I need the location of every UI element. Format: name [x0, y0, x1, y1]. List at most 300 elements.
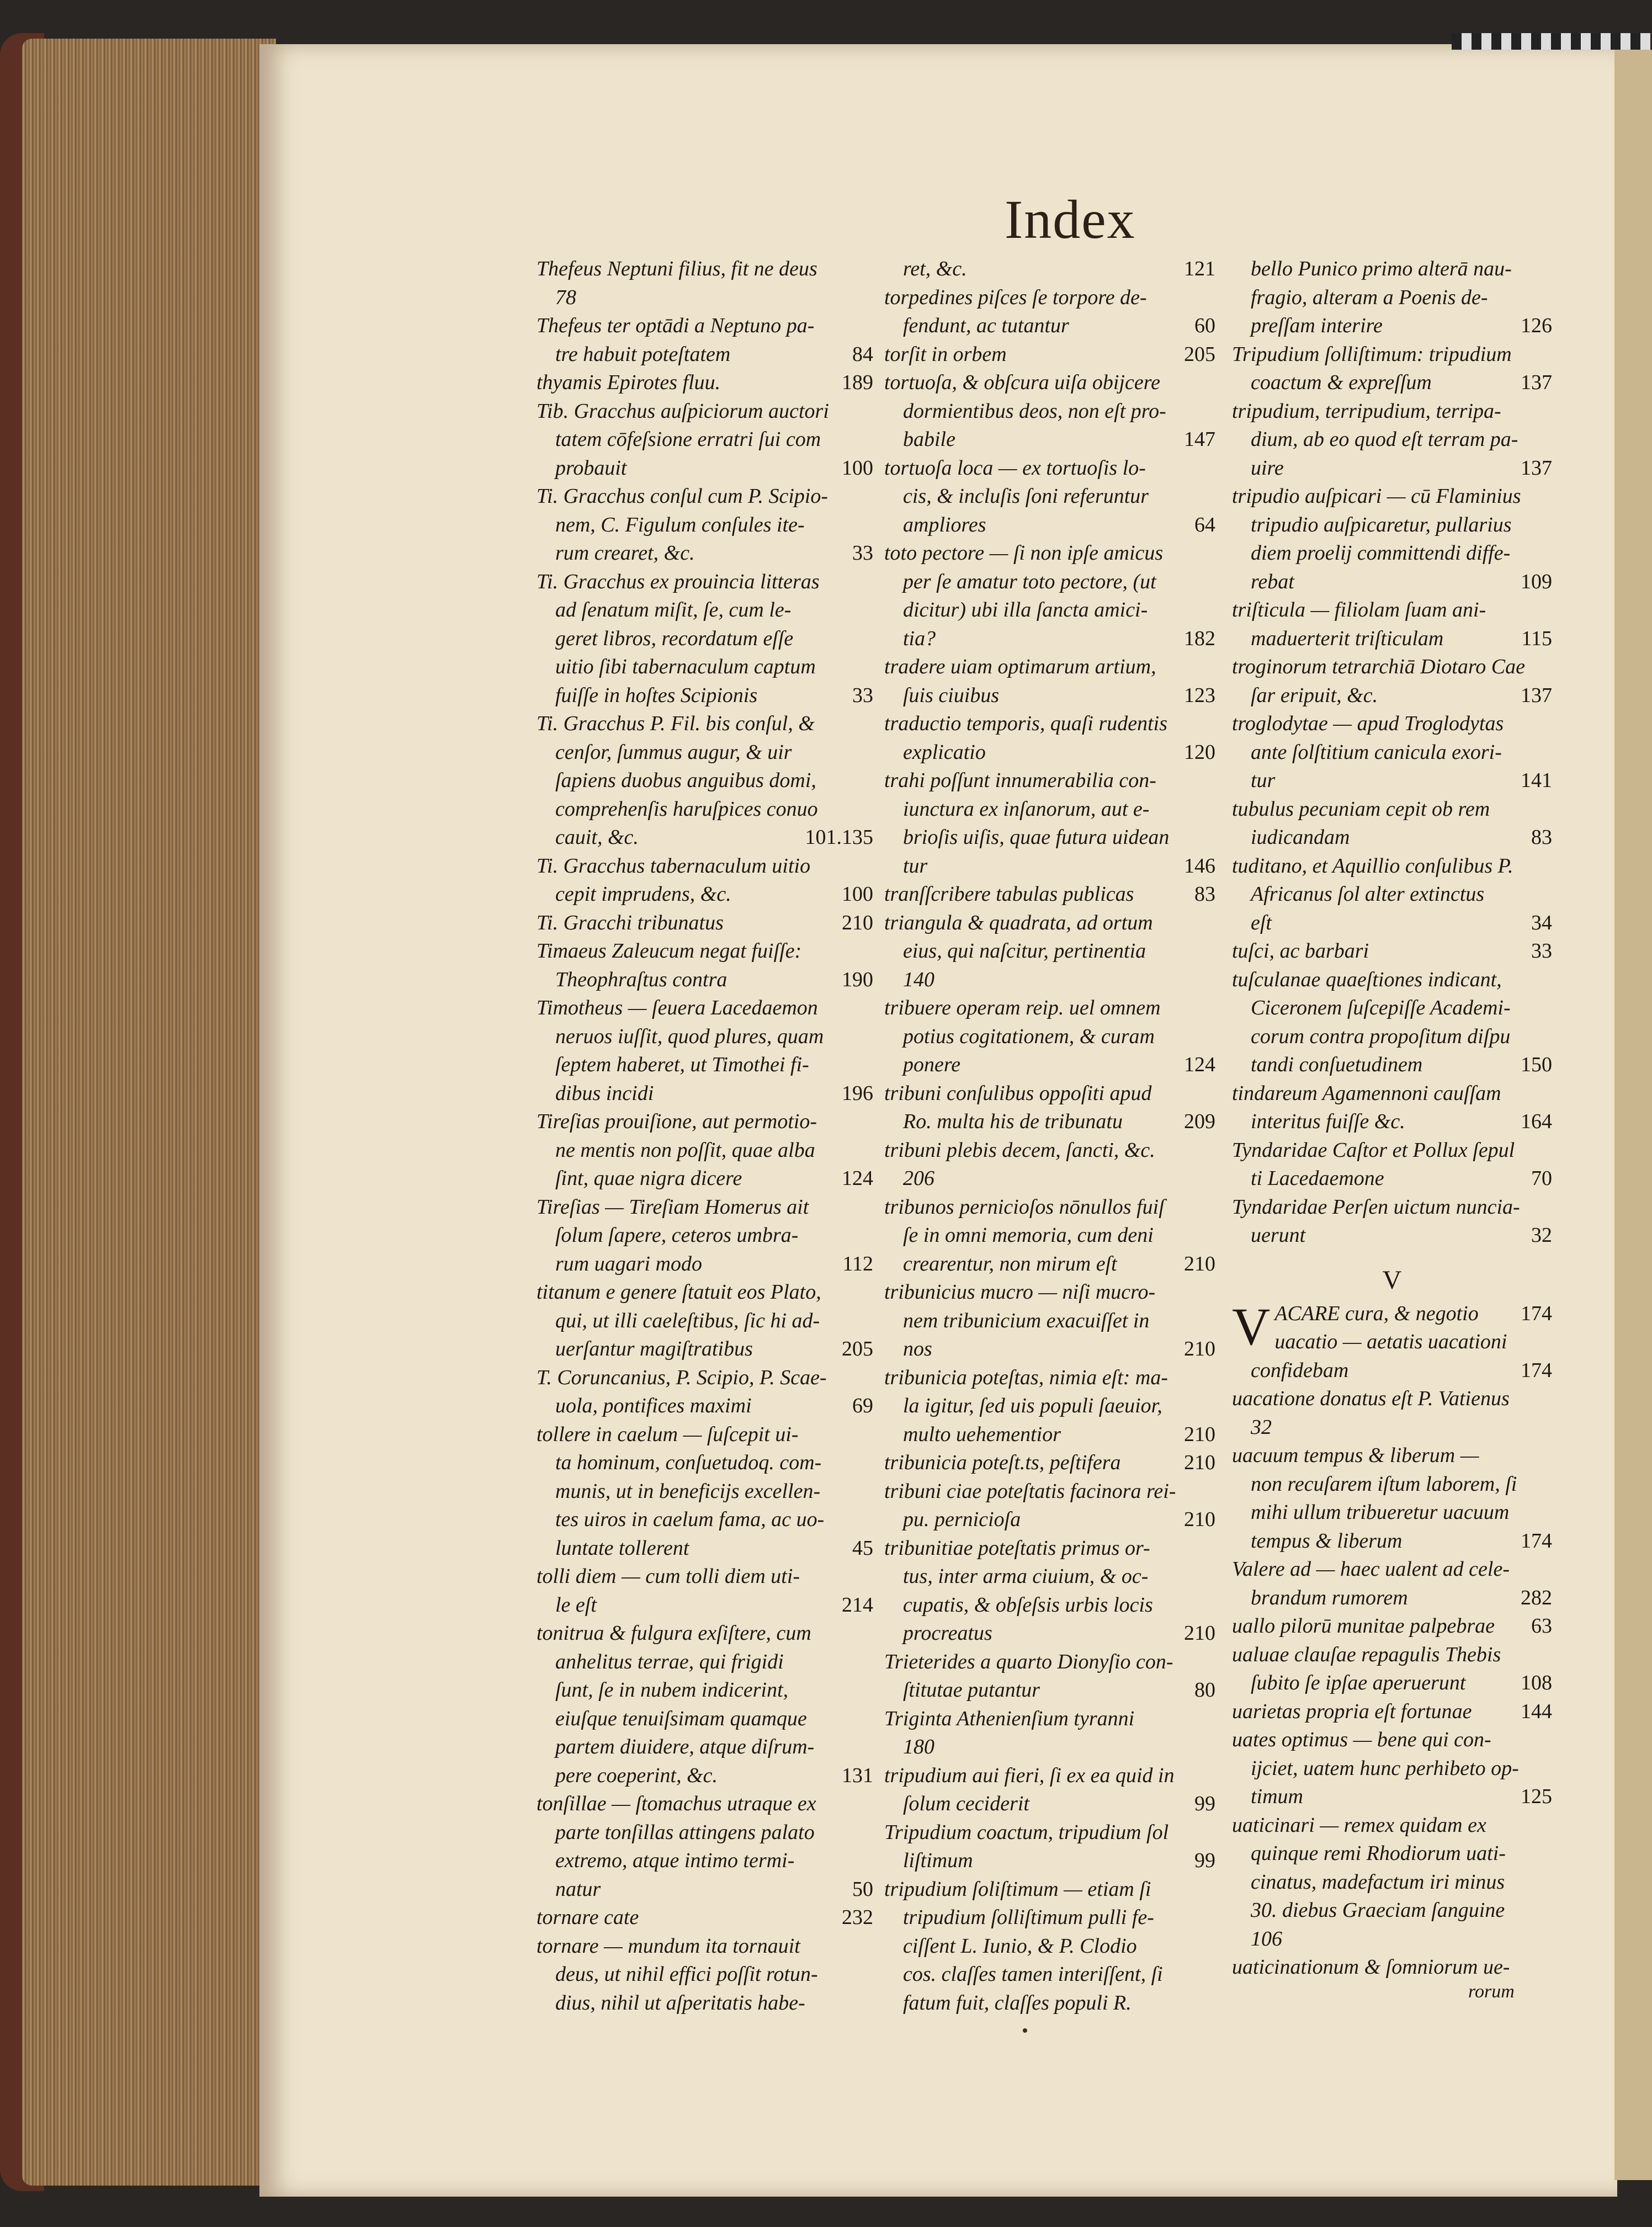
page-reference: 232 — [842, 1906, 873, 1929]
index-entry-line — [1232, 1165, 1552, 1193]
entry-text: uerunt — [1251, 1224, 1306, 1247]
entry-text: ſuis ciuibus — [903, 683, 1000, 707]
index-entry-line — [884, 369, 1215, 397]
entry-text: tuſci, ac barbari — [1232, 939, 1369, 963]
index-entry-line — [884, 682, 1215, 710]
entry-text: tripudium, terripudium, terripa- — [1232, 399, 1501, 423]
index-entry-line — [1232, 1023, 1552, 1051]
index-entry-line — [536, 1080, 873, 1108]
index-entry-line — [536, 767, 873, 795]
page-reference: 100 — [842, 883, 873, 906]
entry-text: dibus incidi — [555, 1081, 654, 1105]
page-reference: 124 — [1184, 1053, 1215, 1076]
entry-text: potius cogitationem, & curam — [903, 1024, 1155, 1048]
page-reference: 137 — [1521, 456, 1552, 480]
entry-text: Triginta Athenienſium tyranni — [884, 1707, 1135, 1730]
index-entry-line — [884, 1819, 1215, 1847]
entry-text: Valere ad — haec ualent ad cele- — [1232, 1558, 1510, 1581]
entry-text: troginorum tetrarchiā Diotaro Cae — [1232, 655, 1525, 678]
index-entry-line — [884, 625, 1215, 653]
entry-text: Tyndaridae Perſen uictum nuncia- — [1232, 1195, 1520, 1219]
index-entry-line — [536, 511, 873, 540]
entry-text: Tripudium coactum, tripudium ſol — [884, 1820, 1169, 1844]
entry-text: tonſillae — ſtomachus utraque ex — [536, 1792, 816, 1815]
entry-text: tranſſcribere tabulas publicas — [884, 883, 1134, 906]
index-entry-line — [884, 767, 1215, 795]
entry-text: tatem cōfeſsione erratri ſui com — [555, 428, 821, 451]
page-reference: 144 — [1521, 1699, 1552, 1723]
entry-text: cinatus, madefactum iri minus — [1251, 1870, 1505, 1894]
index-entry-line — [536, 682, 873, 710]
entry-text: Ciceronem ſuſcepiſſe Academi- — [1251, 996, 1511, 1019]
page-reference: 34 — [1531, 911, 1552, 934]
index-entry-line — [884, 1762, 1215, 1790]
index-entry-line — [884, 1421, 1215, 1449]
entry-text: tribuni ciae poteſtatis facinora rei- — [884, 1479, 1176, 1503]
entry-text: tornare cate — [536, 1906, 639, 1929]
page-reference: 189 — [842, 371, 873, 394]
entry-text: deus, ut nihil effici poſſit rotun- — [555, 1963, 818, 1986]
page-stack-edge — [22, 39, 276, 2186]
page-reference: 69 — [852, 1394, 873, 1417]
index-entry-line — [536, 539, 873, 568]
entry-text: ACARE cura, & negotio — [1274, 1301, 1479, 1325]
entry-text: Theophraſtus contra — [555, 968, 727, 991]
index-entry-line — [884, 937, 1215, 966]
entry-text: 180 — [903, 1735, 934, 1758]
entry-text: Tib. Gracchus auſpiciorum auctori — [536, 399, 829, 423]
index-entry-line — [884, 1847, 1215, 1875]
entry-text: corum contra propoſitum diſpu — [1251, 1024, 1511, 1048]
entry-text: Ti. Gracchus ex prouincia litteras — [536, 570, 820, 593]
entry-text: tubulus pecuniam cepit ob rem — [1232, 797, 1490, 821]
index-entry-line — [884, 1080, 1215, 1108]
index-entry-line — [884, 795, 1215, 824]
index-entry-line — [1232, 1669, 1552, 1698]
entry-text: tortuoſa, & obſcura uiſa obijcere — [884, 371, 1160, 394]
index-entry-line — [884, 1648, 1215, 1677]
index-entry-line — [536, 1676, 873, 1705]
index-entry-line — [536, 1165, 873, 1193]
index-entry-line — [536, 1136, 873, 1165]
entry-text: tre habuit poteſtatem — [555, 342, 731, 366]
page-reference: 210 — [1184, 1622, 1215, 1645]
catchword: rorum — [1468, 1981, 1515, 2002]
index-entry-line — [1232, 994, 1552, 1023]
index-entry-line — [884, 1932, 1215, 1961]
entry-text: partem diuidere, atque diſrum- — [555, 1735, 815, 1758]
next-page-edge — [1614, 50, 1652, 2180]
entry-text: munis, ut in beneficijs excellen- — [555, 1479, 821, 1503]
entry-text: Trieterides a quarto Dionyſio con- — [884, 1650, 1173, 1673]
entry-text: tollere in caelum — ſuſcepit ui- — [536, 1422, 799, 1446]
entry-text: uola, pontifices maximi — [555, 1394, 752, 1417]
entry-text: trahi poſſunt innumerabilia con- — [884, 769, 1156, 792]
entry-text: tribunitiae poteſtatis primus or- — [884, 1536, 1150, 1560]
index-entry-line — [884, 1193, 1215, 1222]
entry-text: ponere — [903, 1053, 961, 1076]
page-reference: 100 — [842, 456, 873, 480]
index-entry-line — [536, 482, 873, 511]
page-reference: 115 — [1521, 626, 1552, 650]
index-entry-line — [536, 341, 873, 369]
index-entry-line — [536, 852, 873, 881]
index-entry-line — [884, 1023, 1215, 1051]
entry-text: per ſe amatur toto pectore, (ut — [903, 570, 1156, 593]
index-entry-line — [536, 1364, 873, 1392]
entry-text: rebat — [1251, 570, 1294, 593]
index-entry-line — [1232, 1470, 1552, 1499]
page-reference: 210 — [1184, 1252, 1215, 1275]
index-entry-line — [884, 482, 1215, 511]
index-entry-line — [1232, 1868, 1552, 1897]
entry-text: ſolum ceciderit — [903, 1792, 1029, 1815]
index-entry-line — [884, 511, 1215, 540]
index-entry-line — [884, 1676, 1215, 1705]
entry-text: tolli diem — cum tolli diem uti- — [536, 1565, 800, 1588]
index-entry-line — [536, 1904, 873, 1932]
entry-text: uerſantur magiſtratibus — [555, 1337, 753, 1360]
index-entry-line — [536, 397, 873, 426]
index-entry-line — [536, 823, 873, 852]
entry-text: eiuſque tenuiſsimam quamque — [555, 1707, 807, 1730]
page-reference: 112 — [842, 1252, 873, 1275]
entry-text: tribunicius mucro — niſi mucro- — [884, 1280, 1156, 1304]
page-reference: 174 — [1521, 1301, 1552, 1325]
entry-text: uacatione donatus eſt P. Vatienus — [1232, 1387, 1510, 1410]
page-reference: 210 — [1184, 1337, 1215, 1360]
entry-text: Ti. Gracchi tribunatus — [536, 911, 724, 934]
entry-text: qui, ut illi caeleſtibus, ſic hi ad- — [555, 1309, 820, 1332]
entry-text: Tripudium ſolliſtimum: tripudium — [1232, 342, 1512, 366]
entry-text: triſticula — filiolam ſuam ani- — [1232, 598, 1486, 621]
entry-text: ſolum ſapere, ceteros umbra- — [555, 1224, 799, 1247]
entry-text: non recuſarem iſtum laborem, ſi — [1251, 1472, 1517, 1496]
page-reference: 120 — [1184, 740, 1215, 764]
index-entry-line — [536, 1762, 873, 1790]
entry-text: Thefeus ter optādi a Neptuno pa- — [536, 314, 815, 337]
page-reference: 141 — [1521, 769, 1552, 792]
entry-text: dormientibus deos, non eſt pro- — [903, 399, 1166, 423]
entry-text: Ti. Gracchus P. Fil. bis conſul, & — [536, 712, 815, 735]
entry-text: dium, ab eo quod eſt terram pa- — [1251, 428, 1518, 451]
index-entry-line — [1232, 1840, 1552, 1868]
index-entry-line — [884, 1960, 1215, 1989]
entry-text: tuditano, et Aquillio conſulibus P. — [1232, 854, 1513, 878]
index-entry-line — [884, 539, 1215, 568]
entry-text: ſtitutae putantur — [903, 1678, 1040, 1702]
entry-text: crearentur, non mirum eſt — [903, 1252, 1117, 1275]
page-reference: 209 — [1184, 1110, 1215, 1133]
index-entry-line — [536, 1108, 873, 1136]
entry-text: Africanus ſol alter extinctus — [1251, 883, 1485, 906]
page-reference: 80 — [1194, 1678, 1215, 1702]
entry-text: ualuae clauſae repagulis Thebis — [1232, 1643, 1501, 1666]
entry-text: bello Punico primo alterā nau- — [1251, 257, 1512, 280]
index-entry-line — [1232, 1080, 1552, 1108]
entry-text: ſapiens duobus anguibus domi, — [555, 769, 816, 792]
index-entry-line — [536, 596, 873, 625]
index-entry-line — [536, 1335, 873, 1364]
index-entry-line — [1232, 1442, 1552, 1470]
entry-text: ſint, quae nigra dicere — [555, 1167, 742, 1190]
page-reference: 137 — [1521, 683, 1552, 707]
entry-text: Ti. Gracchus tabernaculum uitio — [536, 854, 811, 878]
index-entry-line — [884, 1449, 1215, 1477]
entry-text: Tyndaridae Caſtor et Pollux ſepul — [1232, 1138, 1515, 1162]
index-entry-line — [884, 1733, 1215, 1762]
entry-text: liſtimum — [903, 1849, 973, 1872]
index-entry-line — [1232, 426, 1552, 454]
page-reference: 83 — [1531, 826, 1552, 849]
index-entry-line — [536, 1278, 873, 1307]
page-reference: 174 — [1521, 1529, 1552, 1553]
page-reference: 123 — [1184, 683, 1215, 707]
index-entry-line — [1232, 1811, 1552, 1840]
index-entry-line — [884, 284, 1215, 312]
index-entry-line — [1232, 710, 1552, 738]
page-reference: 60 — [1194, 314, 1215, 337]
entry-text: ſunt, ſe in nubem indicerint, — [555, 1678, 789, 1702]
index-entry-line — [884, 738, 1215, 767]
index-entry-line — [1232, 369, 1552, 397]
entry-text: uire — [1251, 456, 1284, 480]
entry-text: multo uehementior — [903, 1422, 1061, 1446]
index-entry-line — [884, 1534, 1215, 1563]
index-entry-line — [1232, 482, 1552, 511]
index-entry-line — [884, 909, 1215, 938]
entry-text: brioſis uiſis, quae futura uidean — [903, 826, 1170, 849]
index-entry-line — [1232, 1726, 1552, 1755]
entry-text: eſt — [1251, 911, 1272, 934]
index-entry-line — [884, 454, 1215, 483]
index-entry-line — [1232, 852, 1552, 881]
page-reference: 164 — [1521, 1110, 1552, 1133]
entry-text: Timaeus Zaleucum negat fuiſſe: — [536, 939, 802, 963]
page-reference: 182 — [1184, 626, 1215, 650]
entry-text: 78 — [555, 285, 576, 309]
entry-text: triangula & quadrata, ad ortum — [884, 911, 1153, 934]
index-entry-line — [536, 1619, 873, 1648]
entry-text: tempus & liberum — [1251, 1529, 1403, 1553]
index-entry-line — [1232, 1527, 1552, 1556]
index-entry-line — [1232, 539, 1552, 568]
entry-text: uacatio — aetatis uacationi — [1274, 1330, 1507, 1353]
entry-text: uates optimus — bene qui con- — [1232, 1728, 1491, 1751]
page-reference: 210 — [1184, 1422, 1215, 1446]
entry-text: torpedines piſces ſe torpore de- — [884, 285, 1147, 309]
entry-text: probauit — [555, 456, 627, 480]
page-reference: 210 — [1184, 1508, 1215, 1531]
index-entry-line — [884, 1108, 1215, 1136]
index-entry-line — [1232, 341, 1552, 369]
page-reference: 214 — [842, 1593, 873, 1617]
entry-text: tur — [1251, 769, 1276, 792]
entry-text: cauit, &c. — [555, 826, 639, 849]
entry-text: ampliores — [903, 513, 986, 536]
entry-text: uaticinari — remex quidam ex — [1232, 1813, 1486, 1837]
index-entry-line — [536, 625, 873, 653]
entry-text: fragio, alteram a Poenis de- — [1251, 285, 1488, 309]
index-entry-line — [1232, 625, 1552, 653]
entry-text: tuſculanae quaeſtiones indicant, — [1232, 968, 1502, 991]
index-entry-line — [1232, 823, 1552, 852]
index-entry-line — [1232, 1584, 1552, 1613]
index-entry-line — [1232, 454, 1552, 483]
entry-text: diem proelij committendi diffe- — [1251, 541, 1511, 565]
entry-text: preſſam interire — [1251, 314, 1383, 337]
index-entry-line — [536, 1819, 873, 1847]
entry-text: tindareum Agamennoni cauſſam — [1232, 1081, 1501, 1105]
entry-text: ſar eripuit, &c. — [1251, 683, 1378, 707]
index-entry-line — [1232, 568, 1552, 597]
index-entry-line — [536, 880, 873, 909]
page-reference: 32 — [1531, 1224, 1552, 1247]
page-mark-dot — [1023, 2028, 1027, 2033]
index-entry-line — [536, 1733, 873, 1762]
entry-text: T. Coruncanius, P. Scipio, P. Scae- — [536, 1365, 827, 1389]
index-entry-line — [884, 596, 1215, 625]
entry-text: torſit in orbem — [884, 342, 1007, 366]
page-reference: 101.135 — [805, 826, 873, 849]
index-column-3 — [1232, 255, 1552, 1982]
index-entry-line — [1232, 1108, 1552, 1136]
entry-text: ſubito ſe ipſae aperuerunt — [1251, 1671, 1466, 1694]
entry-text: 30. diebus Graeciam ſanguine — [1251, 1899, 1505, 1922]
page-reference: 83 — [1194, 883, 1215, 906]
index-entry-line — [536, 795, 873, 824]
index-entry-line — [536, 454, 873, 483]
entry-text: Tireſias — Tireſiam Homerus ait — [536, 1195, 809, 1219]
index-entry-line — [1232, 1641, 1552, 1670]
index-entry-line — [1232, 596, 1552, 625]
running-head: Index — [1005, 189, 1136, 250]
entry-text: confidebam — [1251, 1358, 1349, 1382]
entry-text: nem tribunicium exacuiſſet in — [903, 1309, 1150, 1332]
index-entry-line — [536, 255, 873, 284]
entry-text: Thefeus Neptuni filius, fit ne deus — [536, 257, 817, 280]
index-entry-line — [536, 1250, 873, 1279]
index-entry-line — [884, 1136, 1215, 1165]
page-reference: 150 — [1521, 1053, 1552, 1076]
entry-text: nos — [903, 1337, 932, 1360]
entry-text: luntate tollerent — [555, 1536, 689, 1560]
index-entry-line — [1232, 1953, 1552, 1982]
entry-text: 206 — [903, 1167, 934, 1190]
page-reference: 174 — [1521, 1358, 1552, 1382]
index-entry-line — [884, 1705, 1215, 1734]
drop-cap: V — [1232, 1296, 1271, 1356]
page-reference: 45 — [852, 1536, 873, 1560]
index-entry-line — [884, 1221, 1215, 1250]
index-entry-line — [536, 1221, 873, 1250]
index-entry-line — [884, 852, 1215, 881]
index-entry-line — [536, 1449, 873, 1477]
entry-text: pu. pernicioſa — [903, 1508, 1021, 1531]
index-entry-line — [1232, 511, 1552, 540]
index-entry-line — [1232, 966, 1552, 995]
entry-text: tribunicia poteſt.ts, peſtifera — [884, 1451, 1121, 1474]
entry-text: interitus fuiſſe &c. — [1251, 1110, 1405, 1133]
entry-text: ante ſolſtitium canicula exori- — [1251, 740, 1502, 764]
index-entry-line — [536, 1648, 873, 1677]
index-entry-line — [884, 312, 1215, 341]
entry-text: la igitur, ſed uis populi ſaeuior, — [903, 1394, 1162, 1417]
index-entry-line — [884, 653, 1215, 682]
entry-text: tribuni conſulibus oppoſiti apud — [884, 1081, 1152, 1105]
index-entry-line — [884, 1875, 1215, 1904]
entry-text: anhelitus terrae, qui frigidi — [555, 1650, 784, 1673]
entry-text: ſe in omni memoria, cum deni — [903, 1224, 1154, 1247]
entry-text: extremo, atque intimo termi- — [555, 1849, 795, 1872]
entry-text: 32 — [1251, 1415, 1272, 1439]
index-entry-line — [1232, 1783, 1552, 1811]
entry-text: cepit imprudens, &c. — [555, 883, 731, 906]
entry-text: explicatio — [903, 740, 986, 764]
index-entry-line — [884, 1278, 1215, 1307]
index-entry-line — [536, 1193, 873, 1222]
entry-text: tur — [903, 854, 928, 878]
entry-text: ijciet, uatem hunc perhibeto op- — [1251, 1756, 1519, 1780]
index-entry-line — [1232, 1385, 1552, 1413]
entry-text: uacuum tempus & liberum — — [1232, 1444, 1479, 1467]
entry-text: tonitrua & fulgura exſiſtere, cum — [536, 1622, 811, 1645]
page-reference: 63 — [1531, 1614, 1552, 1638]
index-entry-line — [536, 1705, 873, 1734]
entry-text: ciſſent L. Iunio, & P. Clodio — [903, 1934, 1137, 1958]
entry-text: toto pectore — ſi non ipſe amicus — [884, 541, 1164, 565]
entry-text: pere coeperint, &c. — [555, 1763, 718, 1787]
entry-text: ad ſenatum miſit, ſe, cum le- — [555, 598, 792, 621]
entry-text: babile — [903, 428, 955, 451]
index-entry-line — [1232, 880, 1552, 909]
index-column-1 — [536, 255, 873, 2017]
entry-text: tribunicia poteſtas, nimia eſt: ma- — [884, 1365, 1168, 1389]
index-entry-line — [884, 994, 1215, 1023]
index-entry-line — [536, 1960, 873, 1989]
entry-text: quinque remi Rhodiorum uati- — [1251, 1842, 1506, 1865]
entry-text: titanum e genere ſtatuit eos Plato, — [536, 1280, 821, 1304]
entry-text: 106 — [1251, 1927, 1282, 1950]
page-reference: 146 — [1184, 854, 1215, 878]
index-entry-line — [884, 1989, 1215, 2018]
entry-text: Ro. multa his de tribunatu — [903, 1110, 1123, 1133]
index-entry-line — [536, 369, 873, 397]
entry-text: 140 — [903, 968, 934, 991]
entry-text: Ti. Gracchus conſul cum P. Scipio- — [536, 485, 828, 508]
index-entry-line — [536, 1534, 873, 1563]
index-entry-line — [884, 1790, 1215, 1819]
entry-text: geret libros, recordatum eſſe — [555, 626, 794, 650]
index-entry-line — [884, 426, 1215, 454]
entry-text: iunctura ex inſanorum, aut e- — [903, 797, 1150, 821]
page-reference: 282 — [1521, 1586, 1552, 1609]
entry-text: cupatis, & obſeſsis urbis locis — [903, 1593, 1153, 1617]
page-reference: 84 — [852, 342, 873, 366]
entry-text: tandi conſuetudinem — [1251, 1053, 1423, 1076]
entry-text: eius, qui naſcitur, pertinentia — [903, 939, 1146, 963]
page-reference: 109 — [1521, 570, 1552, 593]
index-entry-line — [536, 1875, 873, 1904]
entry-text: tripudium ſoliſtimum — etiam ſi — [884, 1877, 1151, 1901]
entry-text: tripudio auſpicari — cū Flaminius — [1232, 485, 1521, 508]
index-entry-line — [1232, 1555, 1552, 1584]
entry-text: dius, nihil ut aſperitatis habe- — [555, 1991, 805, 2015]
page-reference: 210 — [842, 911, 873, 934]
entry-text: tribunos pernicioſos nōnullos fuiſ — [884, 1195, 1165, 1219]
entry-text: tes uiros in caelum fama, ac uo- — [555, 1508, 825, 1531]
index-entry-line — [884, 1477, 1215, 1506]
